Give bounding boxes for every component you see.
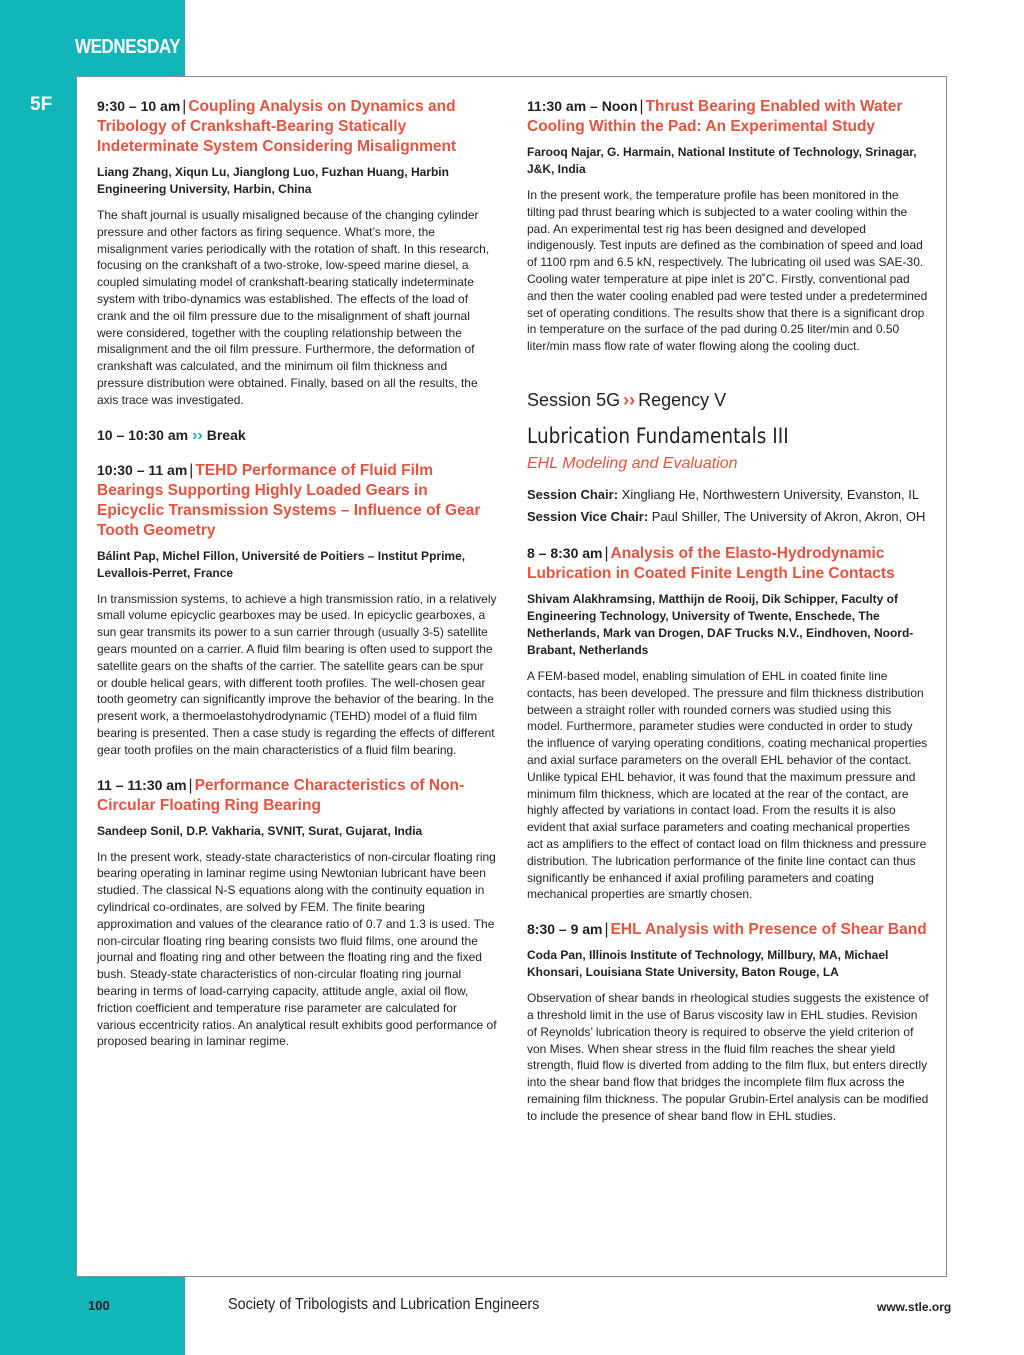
talk-heading	[97, 96, 497, 157]
session-chair-name: Xingliang He, Northwestern University, Evanston, IL	[621, 486, 920, 502]
footer-url: www.stle.org	[877, 1300, 952, 1314]
session-prefix: Session	[527, 389, 592, 410]
separator: |	[604, 921, 609, 939]
talk-entry	[97, 460, 497, 759]
session-code: 5G	[596, 389, 621, 410]
session-subtitle: EHL Modeling and Evaluation	[527, 454, 738, 472]
talk-authors: Sandeep Sonil, D.P. Vakharia, SVNIT, Surat, Gujarat, India	[97, 823, 423, 838]
talk-title: Coupling Analysis on Dynamics and Tribology of Crankshaft-Bearing Statically Indeterminate System Considering Misalignment	[97, 98, 457, 155]
talk-heading	[97, 460, 497, 541]
session-title: Lubrication Fundamentals III	[527, 423, 789, 448]
right-column	[527, 96, 929, 1125]
talk-heading	[97, 775, 497, 816]
session-code-label: 5F	[30, 94, 53, 115]
talk-abstract: In transmission systems, to achieve a high transmission ratio, in a relatively small volume epicyclic gearboxes may be used. In epicyclic gearboxes, a sun gear transmits its power to a sun carrier through (usually 3-5) satellite gears mounted on a carrier. A fluid film bearing is often used to support the satellite gears on the shafts of the carrier. The satellite gears can be spur or double helical gears, with different tooth profiles. The well-chosen gear tooth geometry can significantly improve the behavior of the bearing. In the present work, a thermoelastohydrodynamic (TEHD) model of a fluid film bearing is presented. Then a case study is regarding the effects of different gear tooth profiles on the main characteristics of a fluid film bearing.	[97, 591, 497, 757]
session-vice-chair	[527, 509, 929, 525]
talk-abstract: In the present work, steady-state characteristics of non-circular floating ring bearing operating in laminar regime using Newtonian lubricant have been studied. The classical N-S equations along with the continuity equation in cylindrical co-ordinates, are solved by FEM. The finite bearing approximation and values of the clearance ratio of 0.7 and 1.3 is used. The non-circular floating ring bearing consists two fluid films, one around the journal and floating ring and other between the floating ring and the fixed bush. Steady-state characteristics of non-circular floating ring journal bearing in terms of load-carrying capacity, attitude angle, axial oil flow, friction coefficient and temperature rise parameter are calculated for various eccentricity ratios. An analytical result exhibits good performance of proposed bearing in laminar regime.	[97, 849, 497, 1049]
separator: |	[604, 544, 609, 562]
separator: |	[189, 461, 194, 479]
break-label: Break	[206, 426, 246, 443]
talk-authors: Liang Zhang, Xiqun Lu, Jianglong Luo, Fuzhan Huang, Harbin Engineering University, Harbin, China	[97, 165, 449, 196]
session-chair	[527, 487, 929, 503]
talk-entry	[527, 919, 929, 1124]
program-frame	[76, 76, 947, 1277]
talk-authors: Farooq Najar, G. Harmain, National Institute of Technology, Srinagar, J&K, India	[527, 145, 917, 176]
talk-time: 9:30 – 10 am	[97, 98, 181, 114]
break-time: 10 – 10:30 am	[97, 426, 189, 443]
talk-entry	[527, 96, 929, 355]
double-chevron-icon: ››	[192, 426, 203, 444]
talk-time: 11 – 11:30 am	[97, 776, 187, 793]
talk-time: 10:30 – 11 am	[97, 461, 188, 478]
talk-abstract: Observation of shear bands in rheological studies suggests the existence of a threshold limit in the use of Barus viscosity law in EHL studies. Revision of Reynolds’ lubrication theory is required to observe the yield criterion of von Mises. When shear stress in the fluid film reaches the shear yield strength, fluid flow is diverted from adding to the film flux, but enters directly into the shear band flow that bridges the incomplete film flux across the remaining film thickness. The popular Grubin-Ertel analysis can be modified to include the presence of shear band flow in EHL studies.	[527, 991, 929, 1123]
talk-time: 11:30 am – Noon	[527, 98, 638, 114]
talk-title: TEHD Performance of Fluid Film Bearings Supporting Highly Loaded Gears in Epicyclic Transmission Systems – Influence of Gear Tooth Geometry	[97, 461, 481, 539]
footer-organization: Society of Tribologists and Lubrication Engineers	[228, 1296, 540, 1313]
talk-entry	[97, 775, 497, 1051]
day-label: WEDNESDAY	[75, 36, 181, 58]
talk-title: Performance Characteristics of Non-Circular Floating Ring Bearing	[97, 776, 465, 814]
talk-abstract: In the present work, the temperature profile has been monitored in the tilting pad thrust bearing which is subjected to a water cooling within the pad. An experimental test rig has been designed and developed indigenously. Test inputs are defined as the combination of speed and load of 1100 rpm and 6.5 kN, respectively. The lubricating oil used was SAE-30. Cooling water temperature at pipe inlet is 20˚C. Firstly, conventional pad and then the water cooling enabled pad were tested under a predetermined set of operating conditions. The results show that there is a significant drop in temperature on the surface of the pad during 0.25 liter/min and 0.50 liter/min mass flow rate of water flowing along the cooling duct.	[527, 188, 928, 354]
talk-entry	[527, 543, 929, 903]
double-chevron-icon: ››	[623, 389, 636, 410]
session-chair-label: Session Chair:	[527, 486, 619, 502]
separator: |	[182, 98, 187, 115]
separator: |	[188, 776, 193, 794]
session-vice-chair-name: Paul Shiller, The University of Akron, Akron, OH	[651, 508, 926, 524]
session-header	[527, 389, 929, 525]
talk-heading	[527, 543, 929, 584]
talk-abstract: A FEM-based model, enabling simulation of EHL in coated finite line contacts, has been developed. The pressure and film thickness distribution between a straight roller with rounded corners was studied using this model. Furthermore, parameter studies were conducted in order to study the influence of varying operating conditions, coating mechanical properties and axial surface parameters on the overall EHL behavior of the contact. Unlike typical EHL behavior, it was found that the maximum pressure and minimum film thickness, which are located at the rear of the contact, are highly affected by variations in contact load. From the results it is also evident that axial surface parameters and coating mechanical properties act as amplifiers to the effect of contact load on film thickness and pressure distribution. The lubrication performance of the finite line contact can thus significantly be enhanced if axial profiling parameters and coating mechanical properties are smartly chosen.	[527, 668, 928, 902]
talk-authors: Bálint Pap, Michel Fillon, Université de Poitiers – Institut Pprime, Levallois-Perret, France	[97, 548, 466, 580]
break-line	[97, 425, 497, 446]
talk-heading	[527, 919, 929, 940]
talk-time: 8 – 8:30 am	[527, 544, 603, 561]
session-line	[527, 389, 929, 411]
talk-entry	[97, 96, 497, 409]
talk-heading	[527, 96, 929, 137]
page-number: 100	[88, 1298, 110, 1313]
talk-authors: Shivam Alakhramsing, Matthijn de Rooij, Dik Schipper, Faculty of Engineering Technology, University of Twente, Enschede, The Netherlands, Mark van Drogen, DAF Trucks N.V., Eindhoven, Noord-Brabant, Netherlands	[527, 591, 914, 657]
talk-authors: Coda Pan, Illinois Institute of Technology, Millbury, MA, Michael Khonsari, Louisiana State University, Baton Rouge, LA	[527, 948, 889, 980]
separator: |	[639, 98, 644, 115]
talk-title: Analysis of the Elasto-Hydrodynamic Lubrication in Coated Finite Length Line Contacts	[527, 544, 895, 582]
session-vice-chair-label: Session Vice Chair:	[527, 508, 649, 524]
talk-time: 8:30 – 9 am	[527, 921, 603, 938]
talk-title: EHL Analysis with Presence of Shear Band	[610, 921, 927, 939]
left-column	[97, 96, 497, 1050]
session-room: Regency V	[638, 389, 727, 410]
talk-abstract: The shaft journal is usually misaligned because of the changing cylinder pressure and other factors as firing sequence. What’s more, the misalignment varies periodically with the rotation of shaft. In this research, focusing on the crankshaft of a two-stroke, low-speed marine diesel, a coupled simulating model of crankshaft-bearing statically indeterminate system with tribo-dynamics was established. The effects of the load of crank and the oil film pressure due to the misalignment of shaft journal were considered, together with the coupling relationship between the misalignment and the oil film pressure. Furthermore, the deformation of crankshaft was calculated, and the minimum oil film thickness and pressure distribution were obtained. Finally, based on all the results, the axis trace was investigated.	[97, 208, 490, 407]
talk-title: Thrust Bearing Enabled with Water Cooling Within the Pad: An Experimental Study	[527, 98, 903, 135]
